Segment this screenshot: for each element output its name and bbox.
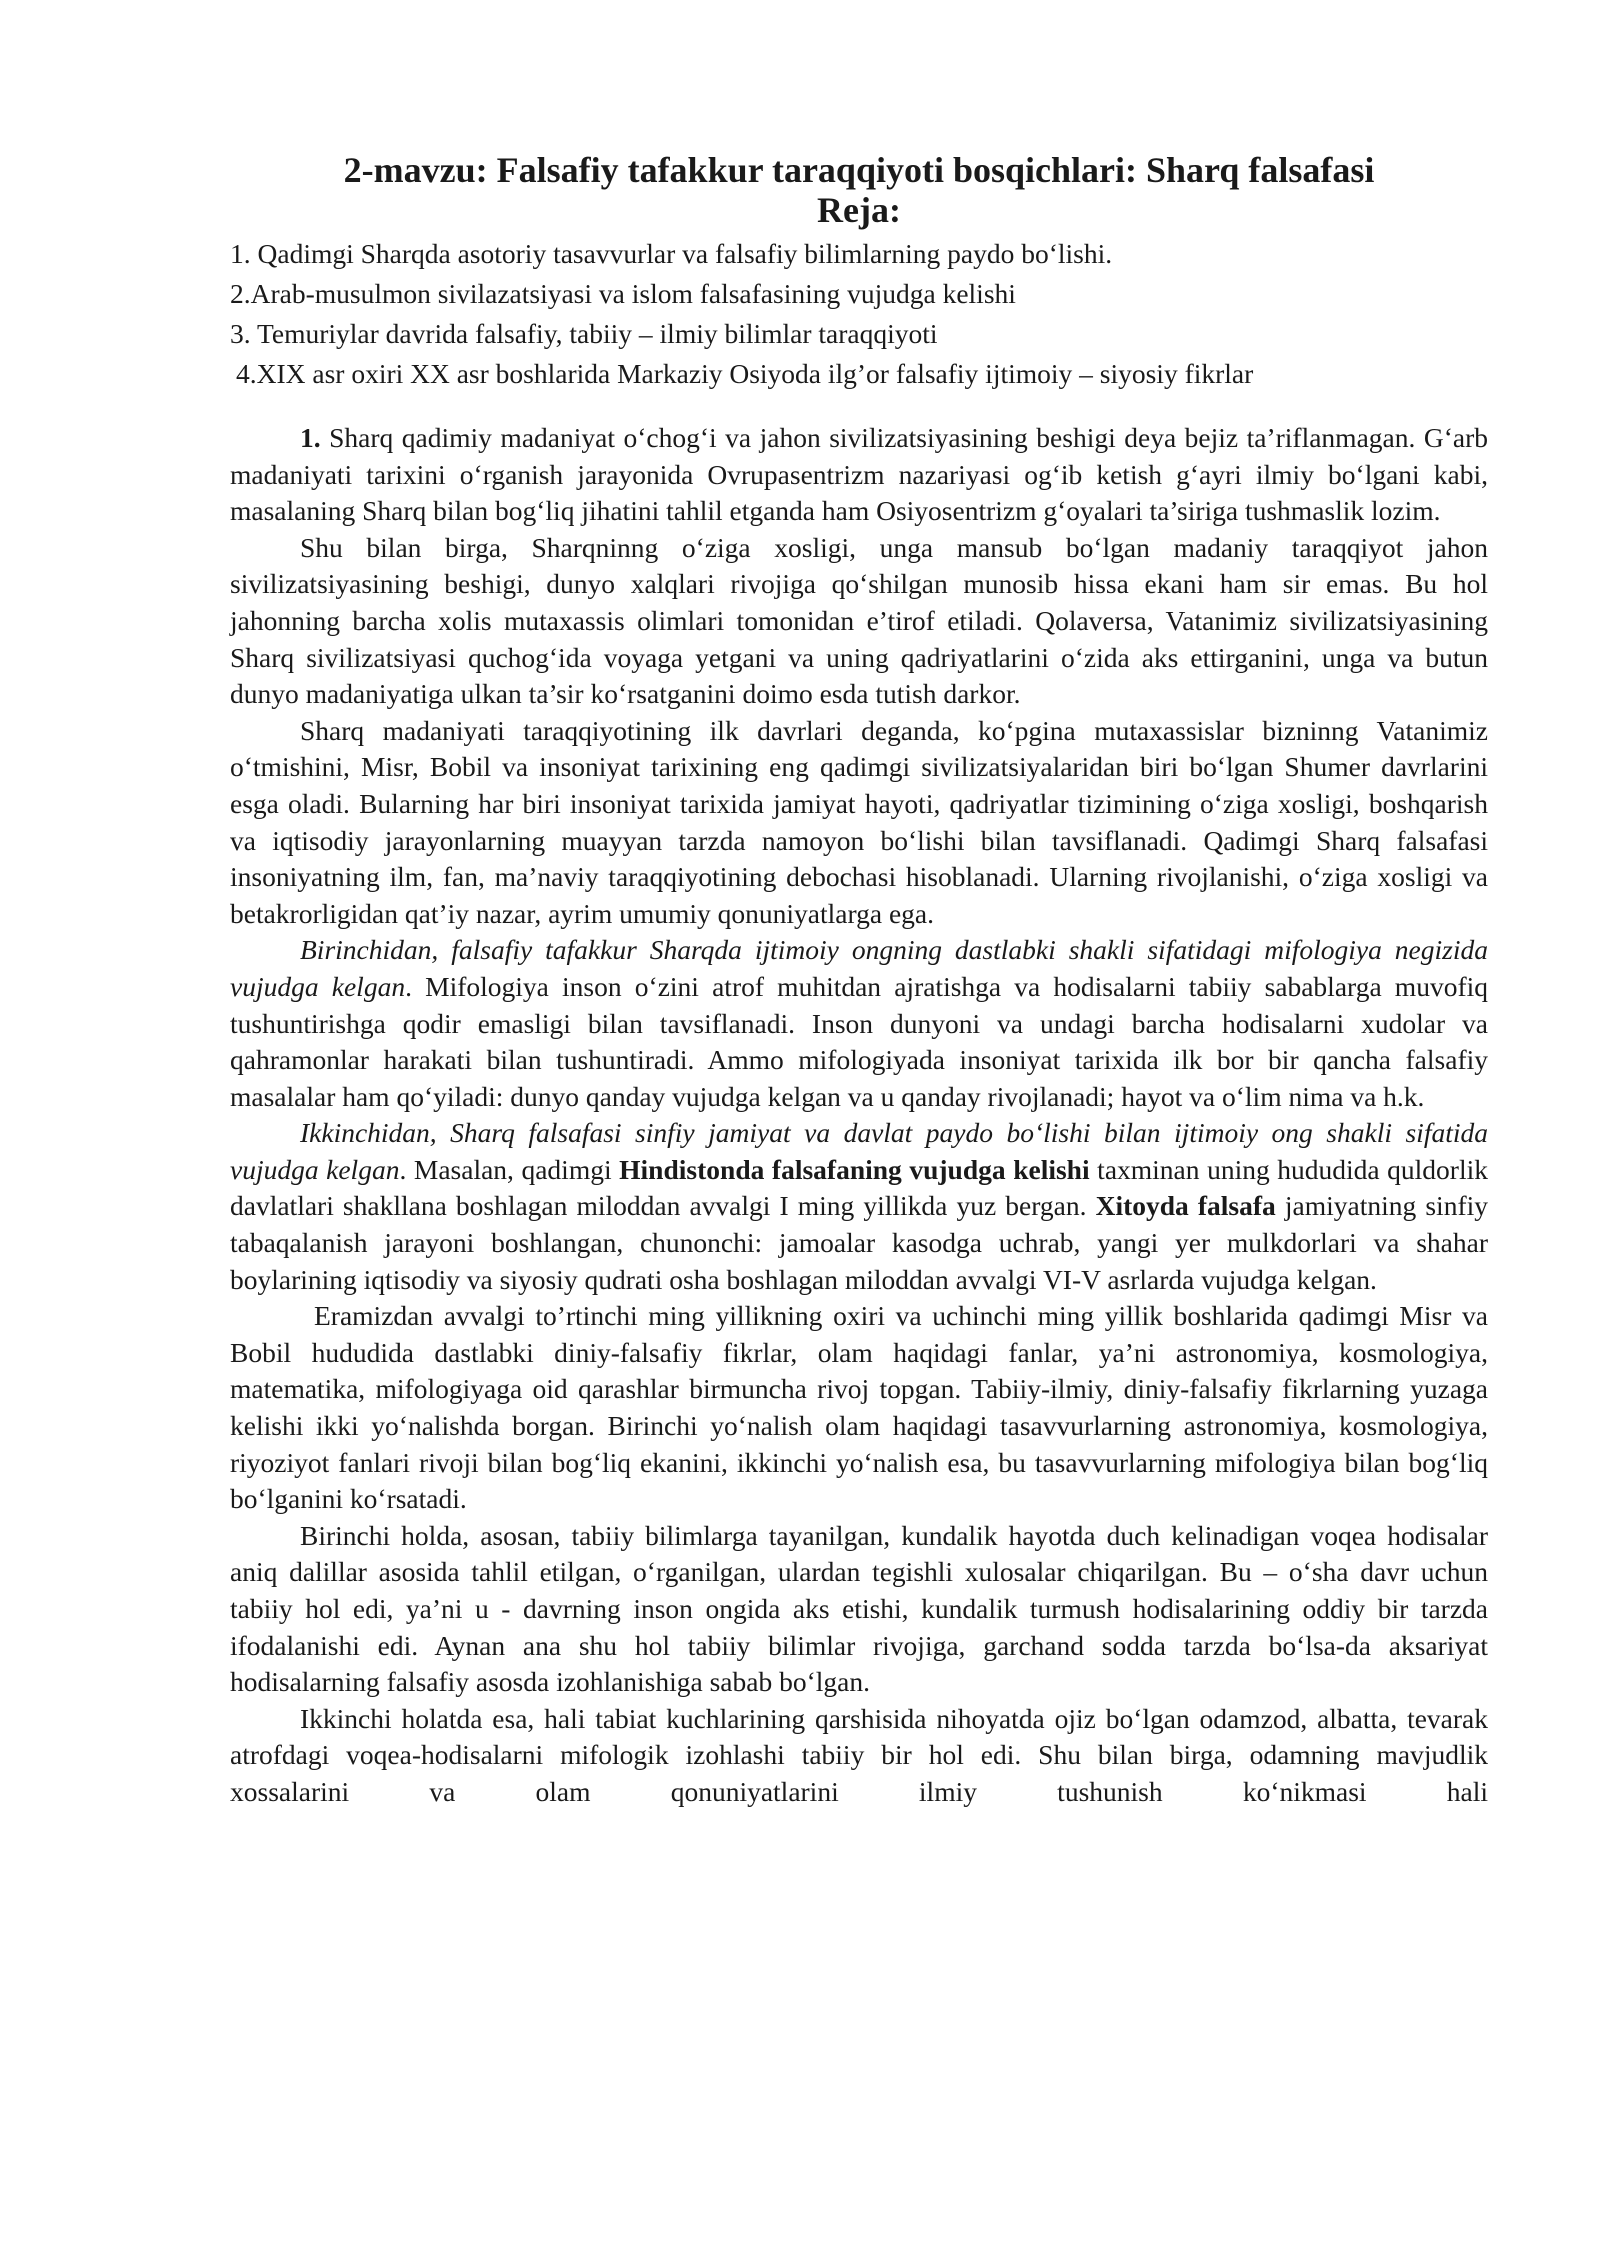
plan-item: 2.Arab-musulmon sivilazatsiyasi va islom falsafasining vujudga kelishi [230,278,1016,309]
paragraph-7: Birinchi holda, asosan, tabiiy bilimlarga tayanilgan, kundalik hayotda duch kelinadigan voqea hodisalar aniq dalillar asosida tahlil etilgan, o‘rganilgan, ulardan tegishli xulosalar chiqarilgan. Bu – o‘sha davr uchun tabiiy hol edi, ya’ni u - davrning inson ongida aks etishi, kundalik turmush hodisalarining oddiy bir tarzda ifodalanishi edi. Aynan ana shu hol tabiiy bilimlar rivojiga, garchand sodda tarzda bo‘lsa-da aksariyat hodisalarning falsafiy asosda izohlanishiga sabab bo‘lgan. [230,1519,1488,1698]
bold-term: Xitoyda falsafa [1095,1190,1276,1222]
italic-thesis: Ikkinchidan, Sharq falsafasi sinfiy jamiyat va davlat paydo bo‘lishi bilan ijtimoiy ong shakli sifatida vujudga kelgan [230,1117,1488,1185]
paragraph-6: Eramizdan avvalgi to’rtinchi ming yillikning oxiri va uchinchi ming yillik boshlarida qadimgi Misr va Bobil hududida dastlabki diniy-falsafiy fikrlar, olam haqidagi fanlar, ya’ni astronomiya, kosmologiya, matematika, mifologiyaga oid qarashlar birmuncha rivoj topgan. Tabiiy-ilmiy, diniy-falsafiy fikrlarning yuzaga kelishi ikki yo‘nalishda borgan. Birinchi yo‘nalish olam haqidagi tasavvurlarning astronomiya, kosmologiya, riyoziyot fanlari rivoji bilan bog‘liq ekanini, ikkinchi yo‘nalish esa, bu tasavvurlarning mifologiya bilan bog‘liq bo‘lganini ko‘rsatadi. [230,1300,1488,1515]
paragraph-4 [230,932,1488,1115]
page-title: 2-mavzu: Falsafiy tafakkur taraqqiyoti bosqichlari: Sharq falsafasi [343,150,1375,190]
plan-heading: Reja: [817,190,901,230]
paragraph-8: Ikkinchi holatda esa, hali tabiat kuchlarining qarshisida nihoyatda ojiz bo‘lgan odamzod, albatta, tevarak atrofdagi voqea-hodisalarni mifologik izohlashi tabiiy bir hol edi. Shu bilan birga, odamning mavjudlik xossalarini va olam qonuniyatlarini ilmiy tushunish ko‘nikmasi hali [230,1702,1488,1807]
italic-thesis: Birinchidan, falsafiy tafakkur Sharqda ijtimoiy ongning dastlabki shakli sifatidagi mifologiya negizida vujudga kelgan [230,934,1488,1002]
paragraph-text: . Mifologiya inson o‘zini atrof muhitdan ajratishga va hodisalarni tabiiy sabablarga muvofiq tushuntirishga qodir emasligi bilan tavsiflanadi. Inson dunyoni va undagi barcha hodisalarni xudolar va qahramonlar harakati bilan tushuntiradi. Ammo mifologiyada insoniyat tarixida ilk bor bir qancha falsafiy masalalar ham qo‘yiladi: dunyo qanday vujudga kelgan va u qanday rivojlanadi; hayot va o‘lim nima va h.k. [230,970,1489,1112]
document-page [230,150,1488,1811]
plan-list [230,234,1488,394]
plan-item: 3. Temuriylar davrida falsafiy, tabiiy – ilmiy bilimlar taraqqiyoti [230,318,938,349]
paragraph-2: Shu bilan birga, Sharqninng o‘ziga xosligi, unga mansub bo‘lgan madaniy taraqqiyot jahon sivilizatsiyasining beshigi, dunyo xalqlari rivojiga qo‘shilgan munosib hissa ekani ham sir emas. Bu hol jahonning barcha xolis mutaxassis olimlari tomonidan e’tirof etiladi. Qolaversa, Vatanimiz sivilizatsiyasining Sharq sivilizatsiyasi quchog‘ida voyaga yetgani va uning qadriyatlarini o‘zida aks ettirganini, unga va butun dunyo madaniyatiga ulkan ta’sir ko‘rsatganini doimo esda tutish darkor. [230,531,1488,710]
paragraph-1 [230,420,1488,530]
bold-term: Hindistonda falsafaning vujudga kelishi [619,1153,1090,1185]
section-number: 1. [300,422,321,453]
plan-item: 4.XIX asr oxiri XX asr boshlarida Markaziy Osiyoda ilg’or falsafiy ijtimoiy – siyosiy fikrlar [236,358,1254,389]
paragraph-3: Sharq madaniyati taraqqiyotining ilk davrlari deganda, ko‘pgina mutaxassislar bizninng Vatanimiz o‘tmishini, Misr, Bobil va insoniyat tarixining eng qadimgi sivilizatsiyalaridan biri bo‘lgan Shumer davrlarini esga oladi. Bularning har biri insoniyat tarixida jamiyat hayoti, qadriyatlar tizimining o‘ziga xosligi, boshqarish va iqtisodiy jarayonlarning muayyan tarzda namoyon bo‘lishi bilan tavsiflanadi. Qadimgi Sharq falsafasi insoniyatning ilm, fan, ma’naviy taraqqiyotining debochasi hisoblanadi. Ularning rivojlanishi, o‘ziga xosligi va betakrorligidan qat’iy nazar, ayrim umumiy qonuniyatlarga ega. [230,714,1488,929]
paragraph-5 [230,1115,1488,1298]
document-body [230,420,1488,1811]
paragraph-text: jamiyatning sinfiy tabaqalanish jarayoni boshlangan, chunonchi: jamoalar kasodga uchrab, yangi yer mulkdorlari va shahar boylarining iqtisodiy va siyosiy qudrati osha boshlagan miloddan avvalgi VI-V asrlarda vujudga kelgan. [230,1190,1488,1295]
paragraph-text: Sharq qadimiy madaniyat o‘chog‘i va jahon sivilizatsiyasining beshigi deya bejiz ta’riflanmagan. G‘arb madaniyati tarixini o‘rganish jarayonida Ovrupasentrizm nazariyasi og‘ib ketish g‘ayri ilmiy bo‘lgani kabi, masalaning Sharq bilan bog‘liq jihatini tahlil etganda ham Osiyosentrizm g‘oyalari ta’siriga tushmaslik lozim. [230,422,1488,527]
plan-item: 1. Qadimgi Sharqda asotoriy tasavvurlar va falsafiy bilimlarning paydo bo‘lishi. [230,238,1113,269]
paragraph-text: . Masalan, qadimgi [399,1153,620,1185]
paragraph-text: taxminan uning hududida quldorlik davlatlari shakllana boshlagan miloddan avvalgi I ming yillikda yuz bergan. [230,1153,1488,1222]
